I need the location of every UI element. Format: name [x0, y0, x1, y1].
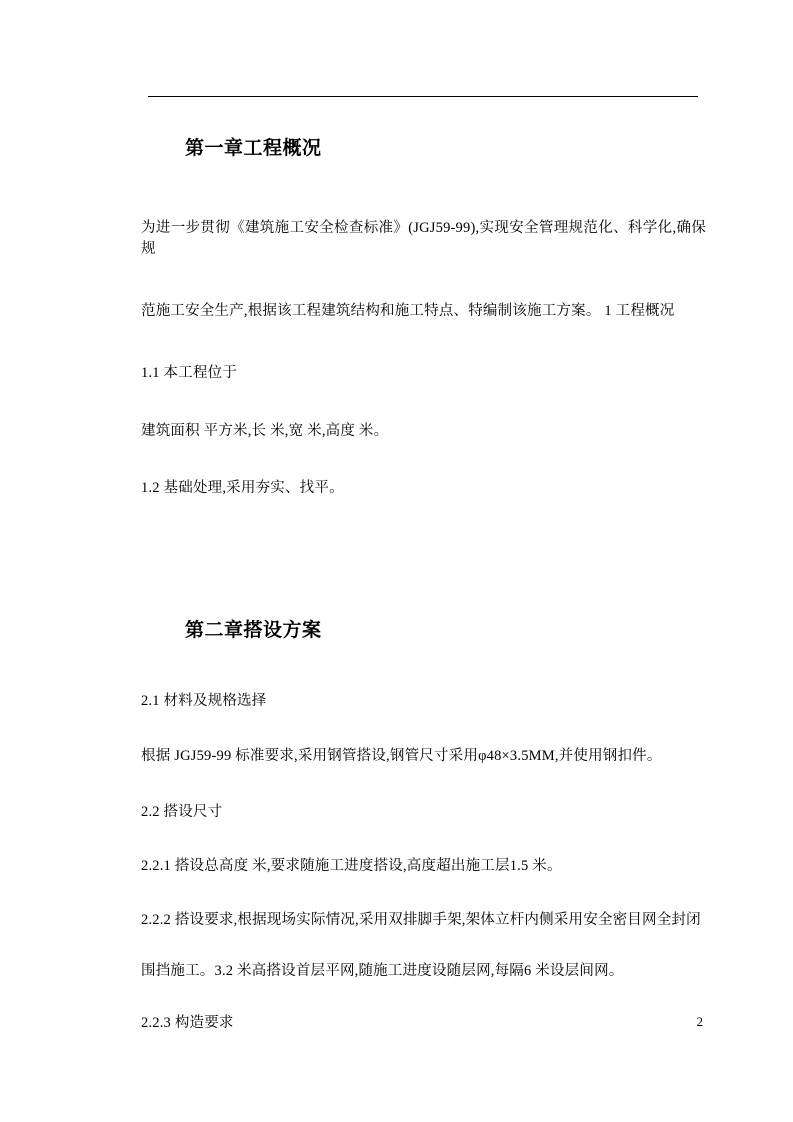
header-divider	[148, 96, 698, 97]
chapter-two-paragraph-2: 根据 JGJ59-99 标准要求,采用钢管搭设,钢管尺寸采用φ48×3.5MM,并使用钢扣件。	[141, 748, 662, 765]
spacer	[141, 768, 706, 802]
spacer	[141, 712, 706, 746]
spacer	[141, 931, 706, 961]
chapter-one-title: 第一章工程概况	[185, 138, 322, 159]
spacer	[141, 878, 706, 910]
spacer	[141, 824, 706, 856]
spacer	[141, 323, 706, 363]
spacer	[141, 500, 706, 618]
chapter-two-paragraph-6: 围挡施工。3.2 米高搭设首层平网,随施工进度设随层网,每隔6 米设层间网。	[141, 963, 624, 980]
spacer	[141, 163, 706, 218]
document-content	[141, 122, 706, 1035]
chapter-one-paragraph-4: 建筑面积 平方米,长 米,宽 米,高度 米。	[141, 422, 389, 439]
spacer	[141, 983, 706, 1013]
chapter-one-paragraph-3: 1.1 本工程位于	[141, 364, 238, 381]
chapter-two-paragraph-4: 2.2.1 搭设总高度 米,要求随施工进度搭设,高度超出施工层1.5 米。	[141, 857, 562, 874]
chapter-one-heading-block	[141, 136, 706, 163]
chapter-two-heading-block	[141, 618, 706, 645]
chapter-two-title: 第二章搭设方案	[185, 620, 322, 642]
chapter-one-paragraph-1: 为进一步贯彻《建筑施工安全检查标准》(JGJ59-99),实现安全管理规范化、科学化,确保规	[141, 219, 706, 258]
chapter-one-paragraph-2: 范施工安全生产,根据该工程建筑结构和施工特点、特编制该施工方案。 1 工程概况	[141, 303, 675, 320]
spacer	[141, 261, 706, 301]
chapter-two-paragraph-1: 2.1 材料及规格选择	[141, 692, 267, 709]
chapter-two-paragraph-7: 2.2.3 构造要求	[141, 1015, 234, 1032]
chapter-one-paragraph-5: 1.2 基础处理,采用夯实、找平。	[141, 480, 344, 497]
spacer	[141, 442, 706, 478]
chapter-two-paragraph-3: 2.2 搭设尺寸	[141, 804, 223, 821]
chapter-two-paragraph-5: 2.2.2 搭设要求,根据现场实际情况,采用双排脚手架,架体立杆内侧采用安全密目网全封闭	[141, 911, 701, 928]
page-number: 2	[696, 1014, 703, 1029]
spacer	[141, 645, 706, 691]
spacer	[141, 385, 706, 421]
